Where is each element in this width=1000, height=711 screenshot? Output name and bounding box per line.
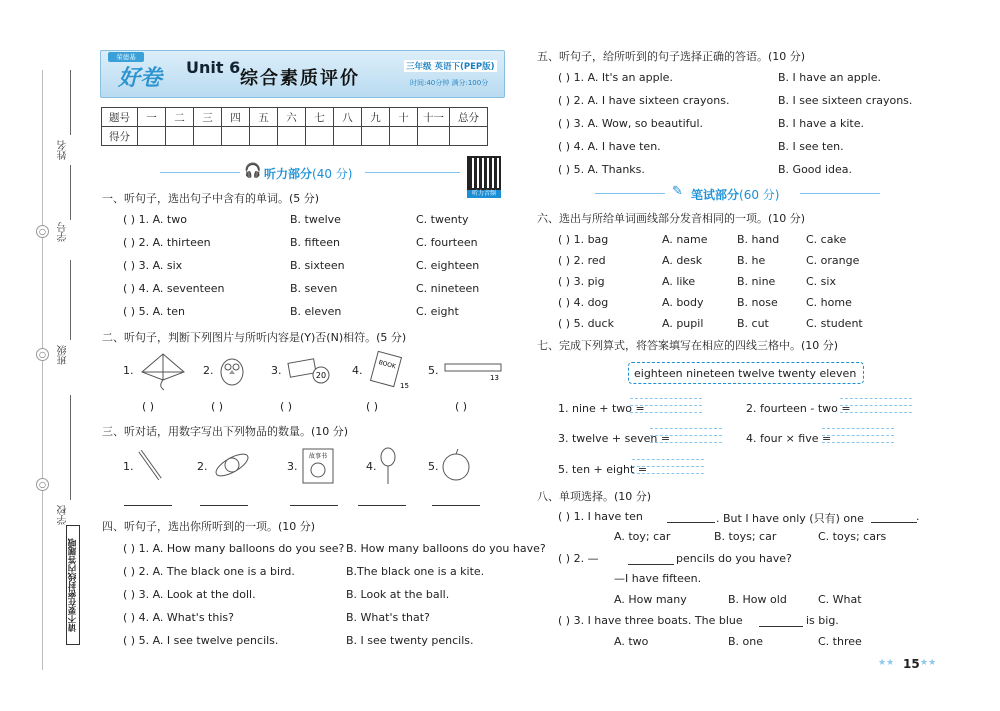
score-cell[interactable] [194,127,222,146]
option-b: B. sixteen [290,259,345,272]
question-number[interactable]: ( ) 2. red [558,254,606,267]
question-number[interactable]: ( ) 3. pig [558,275,605,288]
option-b: B. What's that? [346,611,430,624]
storybook-icon [300,446,336,486]
answer-blank[interactable] [759,626,803,627]
table-cell: 十 [390,108,418,127]
option-b: B. I see ten. [778,140,844,153]
writing-line [650,428,722,429]
balloon-icon [378,446,398,486]
option-c: C. fourteen [416,236,478,249]
answer-writing-line[interactable] [822,442,894,443]
answer-blank[interactable] [628,564,674,565]
option-b: B. toys; car [714,530,777,543]
question-number[interactable]: ( ) 1. bag [558,233,609,246]
question-number[interactable]: ( ) 4. A. seventeen [123,282,225,295]
option-b: B. one [728,635,764,648]
question-stem: is big. [806,614,839,627]
answer-blank[interactable] [871,522,917,523]
picture-label: 3. [287,460,298,473]
option-b: B. Good idea. [778,163,853,176]
sealing-notice: 请不要在密封线内答题哦 [66,525,80,645]
question-stem: . But I have only (只有) one [716,512,864,525]
word-bank-words: eighteen nineteen twelve twenty eleven [634,367,857,380]
question-stem[interactable]: ( ) 2. — [558,552,599,565]
question-number[interactable]: ( ) 1. A. two [123,213,187,226]
table-cell: 四 [222,108,250,127]
score-cell[interactable] [250,127,278,146]
option-c: C. eighteen [416,259,480,272]
writing-line [822,428,894,429]
option-b: B. fifteen [290,236,340,249]
score-cell[interactable] [390,127,418,146]
option-a: A. two [614,635,649,648]
binding-hole: ○ [36,348,49,361]
answer-paren[interactable]: ( ) [366,400,379,413]
equation: 5. ten + eight = [558,463,648,476]
option-b: B. I see twenty pencils. [346,634,474,647]
binding-hole: ○ [36,225,49,238]
option-a[interactable]: ( ) 3. A. Wow, so beautiful. [558,117,704,130]
answer-paren[interactable]: ( ) [455,400,468,413]
student-id-label: 学号 [58,222,69,242]
option-a[interactable]: ( ) 5. A. I see twelve pencils. [123,634,279,647]
writing-line [632,466,704,467]
answer-writing-line[interactable] [632,473,704,474]
money-value: 20 [315,371,327,380]
option-a[interactable]: ( ) 2. A. The black one is a bird. [123,565,295,578]
answer-writing-line[interactable] [650,442,722,443]
option-b: B. seven [290,282,338,295]
score-cell[interactable] [334,127,362,146]
option-a[interactable]: ( ) 5. A. Thanks. [558,163,645,176]
answer-blank[interactable] [358,505,406,506]
question-stem: pencils do you have? [676,552,792,565]
option-b: B. cut [737,317,769,330]
table-cell: 八 [334,108,362,127]
question-number[interactable]: ( ) 2. A. thirteen [123,236,211,249]
brand-badge: 荣德基 [108,52,144,62]
table-cell: 一 [138,108,166,127]
option-a: A. toy; car [614,530,671,543]
student-id-field[interactable] [70,165,71,220]
option-a[interactable]: ( ) 1. A. It's an apple. [558,71,673,84]
name-label: 姓名 [58,140,69,160]
option-a: A. desk [662,254,703,267]
writing-line [840,405,912,406]
option-c: C. toys; cars [818,530,887,543]
score-cell[interactable] [166,127,194,146]
option-a: A. name [662,233,708,246]
option-b: B. nine [737,275,776,288]
answer-blank[interactable] [432,505,480,506]
reply-text: —I have fifteen. [614,572,702,585]
option-c: C. three [818,635,862,648]
option-c: C. student [806,317,863,330]
picture-label: 4. [352,364,363,377]
option-c: C. orange [806,254,860,267]
picture-label: 5. [428,364,439,377]
divider [365,172,460,173]
book-title: BOOK [377,359,397,371]
equation: 4. four × five = [746,432,832,445]
divider [160,172,240,173]
qr-label: 听力音频 [467,190,501,198]
option-b: B. hand [737,233,780,246]
table-cell: 题号 [102,108,138,127]
toy-plane-icon [210,446,254,484]
option-b: B. I see sixteen crayons. [778,94,913,107]
option-b: B. he [737,254,766,267]
page-number: 15 [903,657,920,671]
star-decoration-icon: ★★ [920,658,937,668]
question-stem[interactable]: ( ) 3. I have three boats. The blue [558,614,743,627]
table-cell: 总分 [450,108,488,127]
money-icon [287,357,331,385]
table-cell: 九 [362,108,390,127]
option-b: B. Look at the ball. [346,588,450,601]
table-cell: 七 [306,108,334,127]
writing-line [650,435,722,436]
book-count: 15 [400,382,409,390]
class-field[interactable] [70,260,71,340]
divider [595,193,665,194]
option-a[interactable]: ( ) 3. A. Look at the doll. [123,588,256,601]
score-cell[interactable] [222,127,250,146]
picture-label: 5. [428,460,439,473]
ruler-icon [444,362,502,382]
question-number[interactable]: ( ) 4. dog [558,296,609,309]
section-8-title: 八、单项选择。(10 分) [537,490,652,503]
section-6-title: 六、选出与所给单词画线部分发音相同的一项。(10 分) [537,212,806,225]
answer-paren[interactable]: ( ) [142,400,155,413]
option-b: B. I have an apple. [778,71,882,84]
answer-blank[interactable] [290,505,338,506]
class-label: 班级 [58,345,69,365]
apple-icon [440,448,472,482]
score-table-score-row [102,127,488,146]
question-stem[interactable]: ( ) 1. I have ten [558,510,643,523]
qr-code[interactable] [467,156,501,190]
page-title: 综合素质评价 [240,68,360,89]
writing-line [822,435,894,436]
option-c: C. eight [416,305,459,318]
writing-line [630,405,702,406]
option-b: B. nose [737,296,778,309]
picture-label: 2. [203,364,214,377]
option-a[interactable]: ( ) 1. A. How many balloons do you see? [123,542,345,555]
kite-icon [138,350,188,392]
option-a[interactable]: ( ) 2. A. I have sixteen crayons. [558,94,730,107]
table-cell: 六 [278,108,306,127]
school-label: 学校 [58,505,69,525]
time-info: 时间:40分钟 满分:100分 [410,79,489,87]
question-number[interactable]: ( ) 3. A. six [123,259,183,272]
score-cell[interactable] [138,127,166,146]
answer-writing-line[interactable] [630,412,702,413]
picture-label: 3. [271,364,282,377]
option-c: C. What [818,593,862,606]
question-number[interactable]: ( ) 5. A. ten [123,305,185,318]
writing-line [632,459,704,460]
option-b: B. How old [728,593,787,606]
binding-line [42,70,43,670]
option-c: C. six [806,275,836,288]
storybook-title: 故事书 [308,453,328,460]
binding-hole: ○ [36,478,49,491]
score-cell[interactable] [418,127,450,146]
book-icon [366,350,409,390]
grade-label: 三年级 英语下(PEP版) [406,62,495,72]
score-cell[interactable] [450,127,488,146]
star-decoration-icon: ★★ [878,658,895,668]
option-c: C. home [806,296,852,309]
equation: 1. nine + two = [558,402,645,415]
question-number[interactable]: ( ) 5. duck [558,317,614,330]
pencil-icon: ✎ [672,184,683,199]
option-b: B.The black one is a kite. [346,565,485,578]
option-a[interactable]: ( ) 4. A. What's this? [123,611,234,624]
answer-writing-line[interactable] [840,412,912,413]
section-2-title: 二、听句子，判断下列图片与所听内容是(Y)否(N)相符。(5 分) [102,331,407,344]
option-c: C. twenty [416,213,469,226]
answer-blank[interactable] [667,522,715,523]
bird-icon [216,352,248,388]
divider [800,193,880,194]
section-1-title: 一、听句子，选出句子中含有的单词。(5 分) [102,192,320,205]
section-7-title: 七、完成下列算式，将答案填写在相应的四线三格中。(10 分) [537,339,839,352]
equation: 3. twelve + seven = [558,432,671,445]
picture-label: 1. [123,460,134,473]
equation: 2. fourteen - two = [746,402,851,415]
option-a[interactable]: ( ) 4. A. I have ten. [558,140,661,153]
table-cell: 五 [250,108,278,127]
option-b: B. eleven [290,305,342,318]
option-a: A. body [662,296,704,309]
score-cell[interactable] [306,127,334,146]
table-cell: 二 [166,108,194,127]
headphones-icon: 🎧 [244,163,262,179]
picture-label: 1. [123,364,134,377]
section-4-title: 四、听句子，选出你所听到的一项。(10 分) [102,520,316,533]
picture-label: 4. [366,460,377,473]
listening-section-header: 听力部分(40 分) [264,167,353,181]
ruler-count: 13 [490,374,499,382]
table-cell: 十一 [418,108,450,127]
option-c: C. cake [806,233,847,246]
option-a: A. pupil [662,317,704,330]
answer-blank[interactable] [124,505,172,506]
option-b: B. How many balloons do you have? [346,542,546,555]
option-a: A. like [662,275,696,288]
score-table-header-row [102,108,488,127]
name-field[interactable] [70,70,71,135]
section-3-title: 三、听对话，用数字写出下列物品的数量。(10 分) [102,425,349,438]
score-cell[interactable] [278,127,306,146]
writing-line [630,398,702,399]
answer-blank[interactable] [200,505,248,506]
score-cell[interactable] [362,127,390,146]
unit-label: Unit 6 [186,58,241,77]
answer-paren[interactable]: ( ) [211,400,224,413]
question-stem: . [916,510,920,523]
picture-label: 2. [197,460,208,473]
brand-logo: 好卷 [118,66,163,91]
pencil-icon [136,447,164,483]
option-b: B. twelve [290,213,341,226]
answer-paren[interactable]: ( ) [280,400,293,413]
option-c: C. nineteen [416,282,480,295]
section-5-title: 五、听句子，给所听到的句子选择正确的答语。(10 分) [537,50,806,63]
option-b: B. I have a kite. [778,117,865,130]
writing-section-header: 笔试部分(60 分) [691,188,780,202]
score-table [101,107,488,146]
table-cell: 得分 [102,127,138,146]
option-a: A. How many [614,593,687,606]
school-field[interactable] [70,395,71,500]
writing-line [840,398,912,399]
table-cell: 三 [194,108,222,127]
